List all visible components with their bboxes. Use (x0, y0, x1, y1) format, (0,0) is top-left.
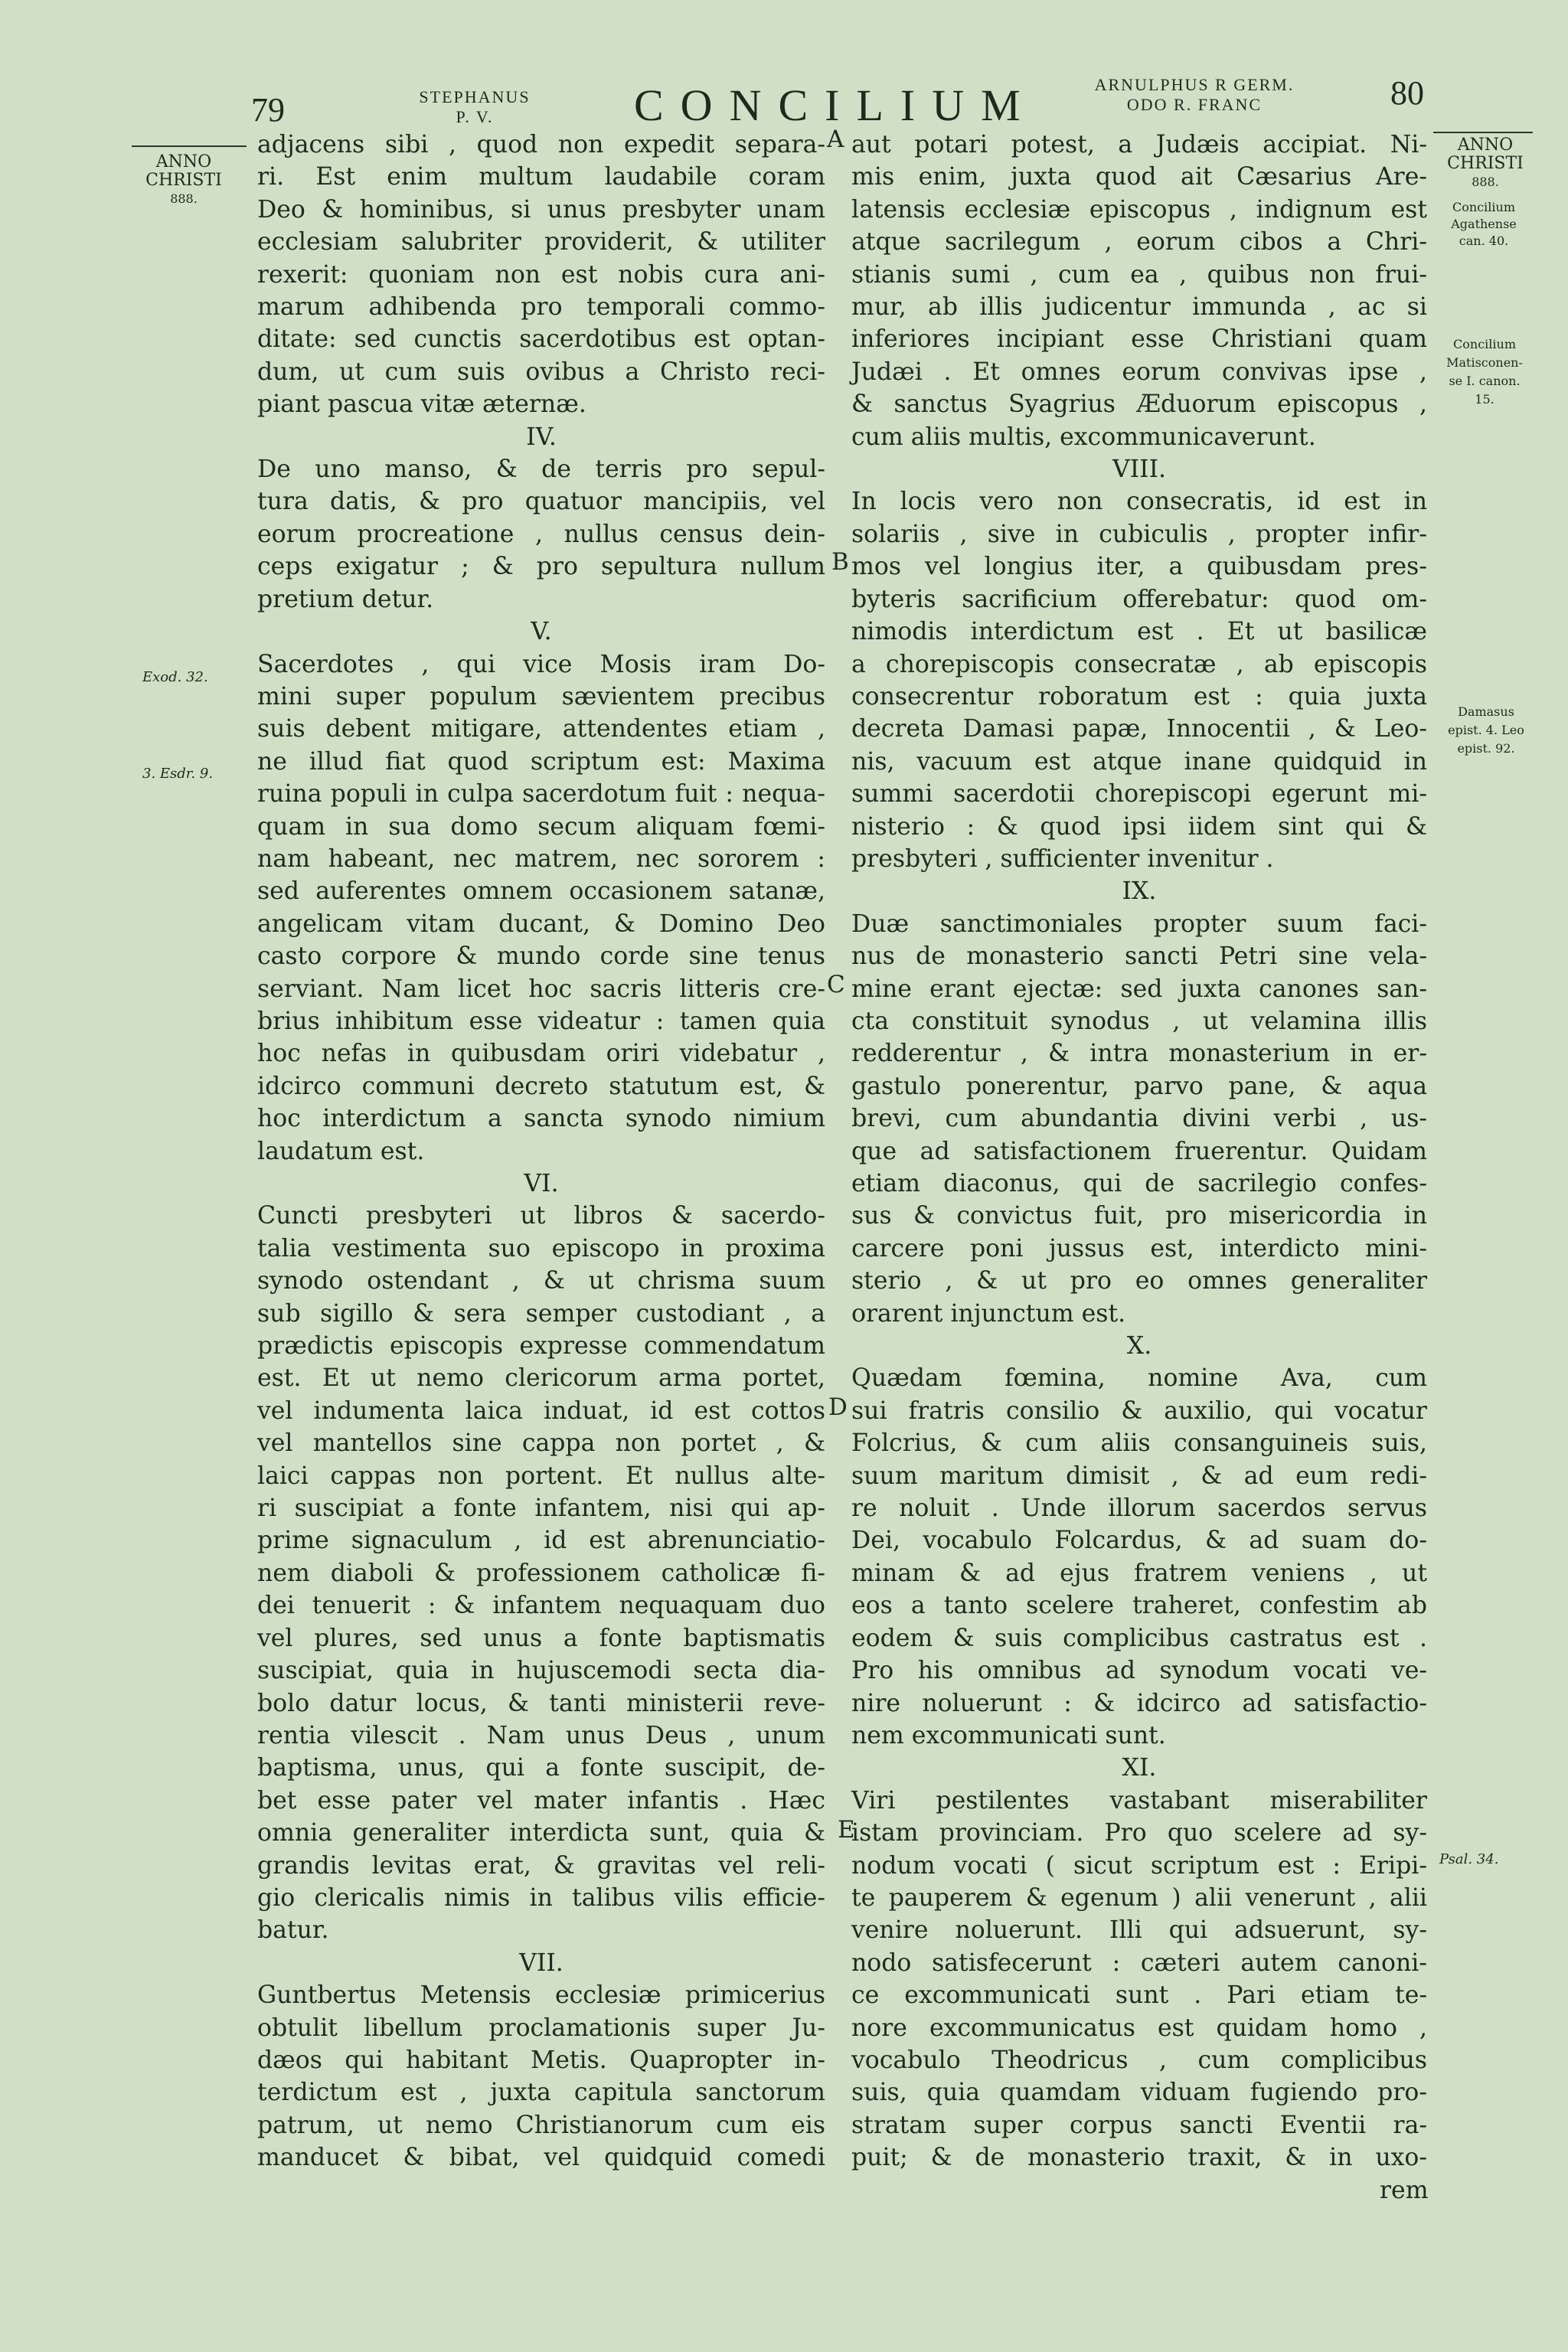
text-line: nisterio : & quod ipsi iidem sint qui & (851, 812, 1427, 841)
text-line: eodem & suis complicibus castratus est . (851, 1624, 1427, 1652)
text-line: que ad satisfactionem fruerentur. Quidam (851, 1137, 1427, 1165)
text-line: De uno manso, & de terris pro sepul- (257, 456, 825, 484)
text-line: baptisma, unus, qui a fonte suscipit, de- (257, 1754, 825, 1782)
text-line: piant pascua vitæ æternæ. (257, 390, 586, 419)
right-margin-anno (1439, 136, 1531, 191)
left-margin-ref-esdras: 3. Esdr. 9. (142, 766, 214, 782)
text-line: stratam super corpus sancti Eventii ra- (851, 2111, 1427, 2139)
text-line: & sanctus Syagrius Æduorum episcopus , (851, 390, 1427, 419)
running-head-left (398, 87, 551, 127)
text-line: ne illud fiat quod scriptum est: Maxima (257, 747, 825, 776)
text-line: hoc interdictum a sancta synodo nimium (257, 1105, 825, 1133)
text-line: rem (1380, 2176, 1429, 2204)
text-line: rentia vilescit . Nam unus Deus , unum (257, 1721, 825, 1749)
text-line: suscipiat, quia in hujuscemodi secta dia- (257, 1657, 825, 1685)
text-line: nem excommunicati sunt. (851, 1721, 1166, 1749)
section-heading-vi: VI. (524, 1170, 559, 1197)
section-heading-xi: XI. (1122, 1754, 1157, 1782)
text-line: mos vel longius iter, a quibusdam pres- (851, 553, 1427, 581)
text-line: minam & ad ejus fratrem veniens , ut (851, 1559, 1427, 1587)
right-year-label: 888. (1472, 175, 1499, 189)
text-line: cum aliis multis, excommunicaverunt. (851, 423, 1316, 451)
left-year-label: 888. (170, 191, 198, 206)
left-text-column (257, 129, 825, 2174)
text-line: dæos qui habitant Metis. Quapropter in- (257, 2046, 825, 2074)
text-line: consecrentur roboratum est : quia juxta (851, 682, 1427, 710)
left-margin-ref-exodus: Exod. 32. (142, 669, 208, 685)
text-line: Cuncti presbyteri ut libros & sacerdo- (257, 1202, 825, 1230)
section-letter-d: D (828, 1393, 848, 1421)
text-line: gio clericalis nimis in talibus vilis efficie- (257, 1883, 825, 1912)
text-line: presbyteri , sufficienter invenitur . (851, 844, 1274, 873)
section-heading-x: X. (1126, 1332, 1152, 1361)
section-heading-vii: VII. (519, 1949, 564, 1977)
text-line: hoc nefas in quibusdam oriri videbatur , (257, 1040, 825, 1068)
text-line: vel mantellos sine cappa non portet , & (257, 1429, 825, 1458)
left-christi-label: CHRISTI (145, 171, 222, 190)
running-head-right (1057, 75, 1332, 115)
right-margin-ref-matisconense (1429, 335, 1540, 409)
text-line: ce excommunicati sunt . Pari etiam te- (851, 1981, 1427, 2010)
text-line: Pro his omnibus ad synodum vocati ve- (851, 1657, 1427, 1685)
right-ref1-line2: Agathense (1451, 217, 1517, 231)
section-letter-b: B (831, 548, 849, 576)
right-ref3-line1: Damasus (1458, 704, 1514, 719)
left-margin-anno (138, 153, 230, 208)
text-line: mis enim, juxta quod ait Cæsarius Are- (851, 163, 1427, 191)
right-margin-ref-agathense (1430, 199, 1537, 250)
right-ref2-line4: 15. (1475, 392, 1494, 407)
right-ref2-line3: se I. canon. (1449, 374, 1521, 388)
left-margin-rule (132, 145, 247, 147)
text-line: sed auferentes omnem occasionem satanæ, (257, 877, 825, 906)
text-line: patrum, ut nemo Christianorum cum eis (257, 2111, 825, 2139)
text-line: marum adhibenda pro temporali commo- (257, 293, 825, 322)
right-ref3-line2: epist. 4. Leo (1448, 723, 1524, 737)
text-line: te pauperem & egenum ) alii venerunt , alii (851, 1883, 1427, 1912)
text-line: brevi, cum abundantia divini verbi , us- (851, 1105, 1427, 1133)
text-line: sterio , & ut pro eo omnes generaliter (851, 1267, 1427, 1295)
right-ref2-line1: Concilium (1453, 337, 1516, 351)
text-line: prædictis episcopis expresse commendatum (257, 1332, 825, 1361)
text-line: In locis vero non consecratis, id est in (851, 488, 1427, 516)
text-line: omnia generaliter interdicta sunt, quia & (257, 1819, 825, 1847)
text-line: puit; & de monasterio traxit, & in uxo- (851, 2144, 1427, 2172)
text-line: quam in sua domo secum aliquam fœmi- (257, 812, 825, 841)
right-ref3-line3: epist. 92. (1457, 741, 1515, 756)
text-line: re noluit . Unde illorum sacerdos servus (851, 1494, 1427, 1523)
text-line: bet esse pater vel mater infantis . Hæc (257, 1786, 825, 1815)
text-line: stianis sumi , cum ea , quibus non frui- (851, 260, 1427, 289)
text-line: vocabulo Theodricus , cum complicibus (851, 2046, 1427, 2074)
text-line: aut potari potest, a Judæis accipiat. Ni- (851, 131, 1427, 158)
text-line: nem diaboli & professionem catholicæ fi- (257, 1559, 825, 1587)
text-line: inferiores incipiant esse Christiani quam (851, 325, 1427, 354)
text-line: terdictum est , juxta capitula sanctorum (257, 2079, 825, 2107)
running-head-right-line1: ARNULPHUS R GERM. (1094, 75, 1295, 94)
text-line: angelicam vitam ducant, & Domino Deo (257, 910, 825, 938)
text-line: ruina populi in culpa sacerdotum fuit : nequa- (257, 780, 825, 808)
text-line: decreta Damasi papæ, Innocentii , & Leo- (851, 715, 1427, 743)
text-line: adjacens sibi , quod non expedit separa- (257, 131, 825, 158)
page-number-left: 79 (251, 91, 285, 129)
text-line: nore excommunicatus est quidam homo , (851, 2014, 1427, 2042)
text-line: bolo datur locus, & tanti ministerii reve- (257, 1689, 825, 1717)
text-line: grandis levitas erat, & gravitas vel reli- (257, 1851, 825, 1880)
text-line: Guntbertus Metensis ecclesiæ primicerius (257, 1981, 825, 2010)
text-line: byteris sacrificium offerebatur: quod om- (851, 585, 1427, 613)
text-line: pretium detur. (257, 585, 434, 613)
text-line: synodo ostendant , & ut chrisma suum (257, 1267, 825, 1295)
text-line: nodum vocati ( sicut scriptum est : Eripi- (851, 1851, 1427, 1880)
right-ref1-line1: Concilium (1452, 200, 1515, 214)
text-line: prime signaculum , id est abrenunciatio- (257, 1527, 825, 1555)
text-line: carcere poni jussus est, interdicto mini- (851, 1234, 1427, 1263)
text-line: brius inhibitum esse videatur : tamen quia (257, 1007, 825, 1035)
text-line: ditate: sed cunctis sacerdotibus est optan- (257, 325, 825, 354)
text-line: dum, ut cum suis ovibus a Christo reci- (257, 358, 825, 386)
text-line: mini super populum sævientem precibus (257, 682, 825, 710)
text-line: mine erant ejectæ: sed juxta canones san- (851, 975, 1427, 1003)
right-text-column (851, 129, 1427, 2207)
text-line: dei tenuerit : & infantem nequaquam duo (257, 1592, 825, 1620)
text-line: tura datis, & pro quatuor mancipiis, vel (257, 488, 825, 516)
text-line: ecclesiam salubriter providerit, & utiliter (257, 228, 825, 256)
text-line: batur. (257, 1916, 329, 1945)
text-line: nam habeant, nec matrem, nec sororem : (257, 844, 825, 873)
text-line: Folcrius, & cum aliis consanguineis suis, (851, 1429, 1427, 1458)
page-title: CONCILIUM (634, 80, 1037, 130)
text-line: talia vestimenta suo episcopo in proxima (257, 1234, 825, 1263)
text-line: Dei, vocabulo Folcardus, & ad suam do- (851, 1527, 1427, 1555)
right-ref1-line3: can. 40. (1459, 234, 1509, 248)
text-line: nus de monasterio sancti Petri sine vela- (851, 942, 1427, 971)
text-line: vel indumenta laica induat, id est cottos (257, 1396, 825, 1425)
running-head-left-line2: P. V. (456, 107, 494, 126)
right-ref2-line2: Matisconen- (1446, 355, 1523, 370)
text-line: ri. Est enim multum laudabile coram (257, 163, 825, 191)
text-line: venire noluerunt. Illi qui adsuerunt, sy- (851, 1916, 1427, 1945)
section-letter-e: E (838, 1816, 855, 1844)
text-line: Viri pestilentes vastabant miserabiliter (851, 1786, 1427, 1815)
text-line: Duæ sanctimoniales propter suum faci- (851, 910, 1427, 938)
right-margin-rule (1433, 132, 1533, 133)
right-margin-ref-damasus (1429, 703, 1544, 758)
text-line: nodo satisfecerunt : cæteri autem canoni- (851, 1949, 1427, 1977)
section-letter-a: A (827, 126, 844, 153)
text-line: suum maritum dimisit , & ad eum redi- (851, 1462, 1427, 1490)
text-line: manducet & bibat, vel quidquid comedi (257, 2144, 825, 2172)
text-line: Judæi . Et omnes eorum convivas ipse , (851, 358, 1427, 386)
text-line: atque sacrilegum , eorum cibos a Chri- (851, 228, 1427, 256)
page-number-right: 80 (1390, 74, 1424, 112)
text-line: Deo & hominibus, si unus presbyter unam (257, 195, 825, 224)
text-line: Quædam fœmina, nomine Ava, cum (851, 1364, 1427, 1393)
text-line: laici cappas non portent. Et nullus alte- (257, 1462, 825, 1490)
text-line: etiam diaconus, qui de sacrilegio confes- (851, 1170, 1427, 1197)
running-head-right-line2: ODO R. FRANC (1126, 95, 1263, 114)
text-line: cta constituit synodus , ut velamina illis (851, 1007, 1427, 1035)
text-line: redderentur , & intra monasterium in er- (851, 1040, 1427, 1068)
text-line: eos a tanto scelere traheret, confestim ab (851, 1592, 1427, 1620)
text-line: solariis , sive in cubiculis , propter infir- (851, 520, 1427, 548)
text-line: nire noluerunt : & idcirco ad satisfactio- (851, 1689, 1427, 1717)
text-line: obtulit libellum proclamationis super Ju- (257, 2014, 825, 2042)
text-line: casto corpore & mundo corde sine tenus (257, 942, 825, 971)
left-anno-label: ANNO (155, 152, 212, 172)
section-heading-iv: IV. (526, 423, 557, 451)
section-heading-viii: VIII. (1112, 456, 1167, 484)
section-heading-v: V. (531, 618, 552, 646)
text-line: idcirco communi decreto statutum est, & (257, 1072, 825, 1100)
text-line: ri suscipiat a fonte infantem, nisi qui ap- (257, 1494, 825, 1523)
right-margin-ref-psalm: Psal. 34. (1439, 1851, 1499, 1867)
section-letter-c: C (827, 971, 845, 998)
text-line: summi sacerdotii chorepiscopi egerunt mi- (851, 780, 1427, 808)
text-line: suis debent mitigare, attendentes etiam , (257, 715, 825, 743)
text-line: gastulo ponerentur, parvo pane, & aqua (851, 1072, 1427, 1100)
text-line: suis, quia quamdam viduam fugiendo pro- (851, 2079, 1427, 2107)
text-line: sui fratris consilio & auxilio, qui vocatur (851, 1396, 1427, 1425)
text-line: orarent injunctum est. (851, 1299, 1126, 1328)
text-line: rexerit: quoniam non est nobis cura ani- (257, 260, 825, 289)
text-line: laudatum est. (257, 1137, 425, 1165)
text-line: eorum procreatione , nullus census dein- (257, 520, 825, 548)
right-anno-label: ANNO (1457, 136, 1514, 155)
text-line: latensis ecclesiæ episcopus , indignum est (851, 195, 1427, 224)
text-line: est. Et ut nemo clericorum arma portet, (257, 1364, 825, 1393)
text-line: sub sigillo & sera semper custodiant , a (257, 1299, 825, 1328)
text-line: nimodis interdictum est . Et ut basilicæ (851, 618, 1427, 646)
section-heading-ix: IX. (1122, 877, 1157, 906)
text-line: ceps exigatur ; & pro sepultura nullum (257, 553, 825, 581)
text-line: serviant. Nam licet hoc sacris litteris cre- (257, 975, 825, 1003)
text-line: Sacerdotes , qui vice Mosis iram Do- (257, 650, 825, 678)
text-line: sus & convictus fuit, pro misericordia in (851, 1202, 1427, 1230)
running-head-left-line1: STEPHANUS (419, 87, 531, 106)
text-line: a chorepiscopis consecratæ , ab episcopis (851, 650, 1427, 678)
text-line: mur, ab illis judicentur immunda , ac si (851, 293, 1427, 322)
text-line: nis, vacuum est atque inane quidquid in (851, 747, 1427, 776)
right-christi-label: CHRISTI (1447, 154, 1524, 173)
text-line: istam provinciam. Pro quo scelere ad sy- (851, 1819, 1427, 1847)
text-line: vel plures, sed unus a fonte baptismatis (257, 1624, 825, 1652)
